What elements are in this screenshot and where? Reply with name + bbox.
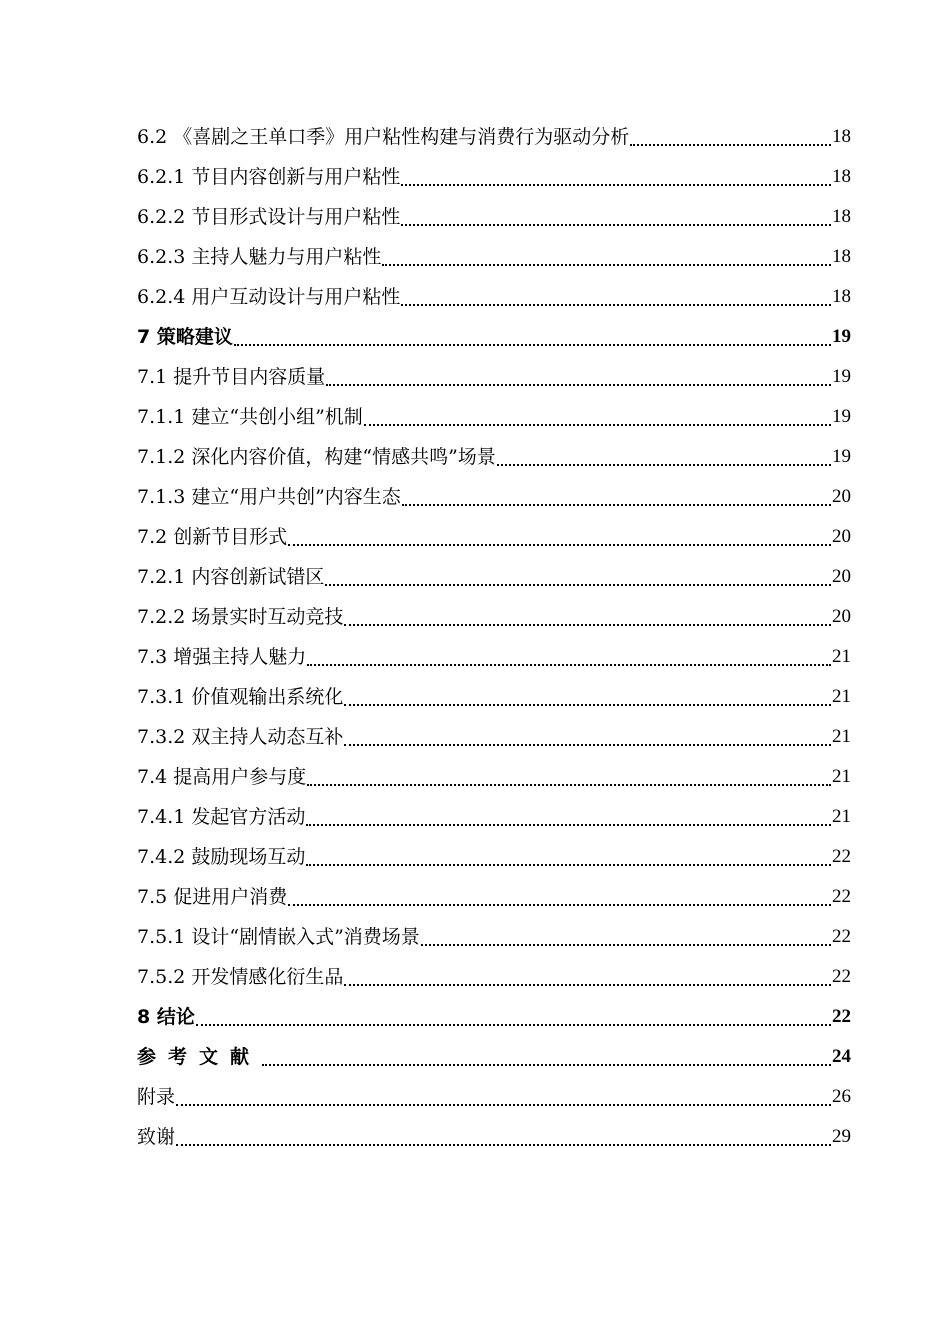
dot-leader <box>326 384 831 386</box>
toc-entry-title: 6.2 《喜剧之王单口季》用户粘性构建与消费行为驱动分析 <box>137 126 630 148</box>
dot-leader <box>288 904 831 906</box>
toc-entry[interactable] <box>137 997 851 1037</box>
toc-entry-page-number: 19 <box>832 366 851 387</box>
dot-leader <box>307 784 831 786</box>
toc-entry-title: 7.1.3 建立“用户共创”内容生态 <box>137 486 401 508</box>
dot-leader <box>306 824 831 826</box>
toc-entry[interactable] <box>137 877 851 917</box>
toc-entry-page-number: 20 <box>832 606 851 627</box>
toc-entry[interactable] <box>137 317 851 357</box>
toc-entry-title: 7.5.2 开发情感化衍生品 <box>137 966 344 988</box>
table-of-contents <box>137 117 851 1157</box>
toc-entry-page-number: 21 <box>832 646 851 667</box>
toc-entry[interactable] <box>137 357 851 397</box>
toc-entry-page-number: 20 <box>832 486 851 507</box>
toc-entry-title: 8 结论 <box>137 1006 195 1028</box>
dot-leader <box>196 1024 831 1026</box>
dot-leader <box>262 1064 831 1066</box>
toc-entry[interactable] <box>137 757 851 797</box>
toc-entry-page-number: 22 <box>832 1006 851 1027</box>
toc-entry[interactable] <box>137 1037 851 1077</box>
dot-leader <box>630 144 831 146</box>
dot-leader <box>344 624 831 626</box>
dot-leader <box>234 344 831 346</box>
toc-entry-page-number: 20 <box>832 526 851 547</box>
toc-entry-title: 7.1 提升节目内容质量 <box>137 366 326 388</box>
toc-entry-page-number: 18 <box>832 246 851 267</box>
toc-entry[interactable] <box>137 637 851 677</box>
dot-leader <box>497 464 831 466</box>
toc-entry-page-number: 18 <box>832 126 851 147</box>
toc-entry-page-number: 18 <box>832 286 851 307</box>
toc-entry-title: 参考文献 <box>137 1046 262 1068</box>
toc-entry-title: 7.5.1 设计“剧情嵌入式”消费场景 <box>137 926 420 948</box>
toc-entry-title: 7.3.1 价值观输出系统化 <box>137 686 344 708</box>
toc-entry-title: 7.2 创新节目形式 <box>137 526 288 548</box>
toc-entry-page-number: 26 <box>832 1086 851 1107</box>
toc-entry-title: 6.2.2 节目形式设计与用户粘性 <box>137 206 401 228</box>
dot-leader <box>307 664 831 666</box>
toc-entry-page-number: 21 <box>832 726 851 747</box>
toc-entry-page-number: 21 <box>832 686 851 707</box>
toc-entry-page-number: 20 <box>832 566 851 587</box>
toc-entry[interactable] <box>137 437 851 477</box>
toc-entry-title: 致谢 <box>137 1126 176 1148</box>
toc-entry-title: 7.4.1 发起官方活动 <box>137 806 306 828</box>
toc-entry[interactable] <box>137 277 851 317</box>
toc-entry-title: 6.2.4 用户互动设计与用户粘性 <box>137 286 401 308</box>
toc-entry-title: 6.2.1 节目内容创新与用户粘性 <box>137 166 401 188</box>
dot-leader <box>176 1144 831 1146</box>
dot-leader <box>401 184 831 186</box>
toc-entry-page-number: 29 <box>832 1126 851 1147</box>
toc-entry-page-number: 21 <box>832 806 851 827</box>
toc-entry[interactable] <box>137 1117 851 1157</box>
toc-entry-title: 附录 <box>137 1086 176 1108</box>
toc-entry-title: 7.4 提高用户参与度 <box>137 766 307 788</box>
toc-entry[interactable] <box>137 477 851 517</box>
toc-entry-page-number: 22 <box>832 886 851 907</box>
toc-entry-page-number: 18 <box>832 206 851 227</box>
toc-entry-page-number: 24 <box>832 1046 851 1067</box>
toc-entry-page-number: 21 <box>832 766 851 787</box>
toc-entry[interactable] <box>137 117 851 157</box>
toc-entry-page-number: 18 <box>832 166 851 187</box>
dot-leader <box>402 504 831 506</box>
dot-leader <box>421 944 831 946</box>
toc-entry-page-number: 22 <box>832 926 851 947</box>
dot-leader <box>382 264 831 266</box>
dot-leader <box>344 744 831 746</box>
toc-entry[interactable] <box>137 957 851 997</box>
toc-entry-title: 7.1.2 深化内容价值，构建“情感共鸣”场景 <box>137 446 496 468</box>
dot-leader <box>344 704 831 706</box>
toc-entry-title: 7.4.2 鼓励现场互动 <box>137 846 306 868</box>
toc-entry[interactable] <box>137 717 851 757</box>
dot-leader <box>344 984 831 986</box>
toc-entry[interactable] <box>137 237 851 277</box>
dot-leader <box>364 424 831 426</box>
toc-entry[interactable] <box>137 597 851 637</box>
dot-leader <box>176 1104 831 1106</box>
dot-leader <box>401 304 831 306</box>
toc-entry[interactable] <box>137 797 851 837</box>
toc-entry-title: 7.5 促进用户消费 <box>137 886 288 908</box>
toc-entry-title: 7.3.2 双主持人动态互补 <box>137 726 344 748</box>
toc-entry[interactable] <box>137 1077 851 1117</box>
dot-leader <box>288 544 831 546</box>
toc-entry-title: 7.1.1 建立“共创小组”机制 <box>137 406 363 428</box>
toc-entry-page-number: 19 <box>832 326 851 347</box>
toc-entry-title: 7.2.1 内容创新试错区 <box>137 566 325 588</box>
toc-entry[interactable] <box>137 557 851 597</box>
toc-entry[interactable] <box>137 917 851 957</box>
toc-entry-title: 6.2.3 主持人魅力与用户粘性 <box>137 246 382 268</box>
toc-entry-page-number: 22 <box>832 966 851 987</box>
dot-leader <box>401 224 831 226</box>
dot-leader <box>306 864 831 866</box>
toc-entry-title: 7 策略建议 <box>137 326 233 348</box>
toc-entry[interactable] <box>137 397 851 437</box>
toc-entry-page-number: 22 <box>832 846 851 867</box>
toc-entry-title: 7.3 增强主持人魅力 <box>137 646 307 668</box>
toc-entry-page-number: 19 <box>832 406 851 427</box>
toc-entry[interactable] <box>137 837 851 877</box>
toc-entry[interactable] <box>137 677 851 717</box>
dot-leader <box>325 584 831 586</box>
toc-entry[interactable] <box>137 517 851 557</box>
toc-entry-title: 7.2.2 场景实时互动竞技 <box>137 606 344 628</box>
toc-entry[interactable] <box>137 197 851 237</box>
toc-entry[interactable] <box>137 157 851 197</box>
toc-entry-page-number: 19 <box>832 446 851 467</box>
